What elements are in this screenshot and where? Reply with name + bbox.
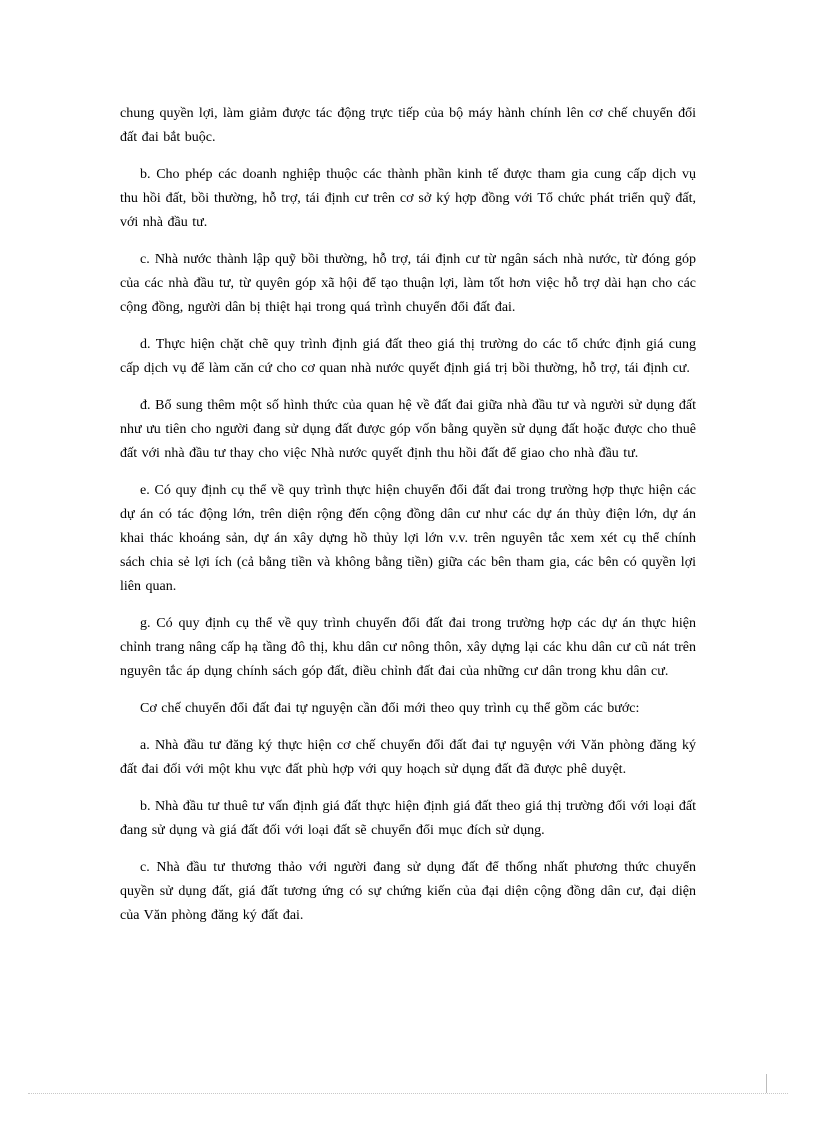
- paragraph-item-d: d. Thực hiện chặt chẽ quy trình định giá đất theo giá thị trường do các tổ chức định giá cung cấp dịch vụ để làm căn cứ cho cơ quan nhà nước quyết định giá trị bồi thường, hỗ trợ, tái định cư.: [120, 337, 696, 376]
- paragraph-step-a: a. Nhà đầu tư đăng ký thực hiện cơ chế chuyển đổi đất đai tự nguyện với Văn phòng đăng ký đất đai đối với một khu vực đất phù hợp với quy hoạch sử dụng đất đã được phê duyệt.: [120, 738, 696, 777]
- document-body: [120, 102, 696, 941]
- paragraph-step-b: b. Nhà đầu tư thuê tư vấn định giá đất thực hiện định giá đất theo giá thị trường đối với loại đất đang sử dụng và giá đất đối với loại đất sẽ chuyển đổi mục đích sử dụng.: [120, 799, 696, 838]
- paragraph-item-c: c. Nhà nước thành lập quỹ bồi thường, hỗ trợ, tái định cư từ ngân sách nhà nước, từ đóng góp của các nhà đầu tư, từ quyên góp xã hội để tạo thuận lợi, làm tốt hơn việc hỗ trợ dài hạn cho các cộng đồng, người dân bị thiệt hại trong quá trình chuyển đổi đất đai.: [120, 252, 696, 315]
- paragraph-item-e: e. Có quy định cụ thể về quy trình thực hiện chuyển đổi đất đai trong trường hợp thực hiện các dự án có tác động lớn, trên diện rộng đến cộng đồng dân cư như các dự án thủy điện lớn, dự án khai thác khoáng sản, dự án xây dựng hồ thủy lợi lớn v.v. trên nguyên tắc xem xét cụ thể chính sách chia sẻ lợi ích (cả bằng tiền và không bằng tiền) giữa các bên tham gia, các bên có quyền lợi liên quan.: [120, 483, 696, 594]
- paragraph-step-c: c. Nhà đầu tư thương thảo với người đang sử dụng đất để thống nhất phương thức chuyển quyền sử dụng đất, giá đất tương ứng có sự chứng kiến của đại diện cộng đồng dân cư, đại diện của Văn phòng đăng ký đất đai.: [120, 860, 696, 923]
- page-bottom-divider: [28, 1093, 788, 1094]
- paragraph-item-b: b. Cho phép các doanh nghiệp thuộc các thành phần kinh tế được tham gia cung cấp dịch vụ thu hồi đất, bồi thường, hỗ trợ, tái định cư trên cơ sở ký hợp đồng với Tổ chức phát triển quỹ đất, với nhà đầu tư.: [120, 167, 696, 230]
- paragraph-item-g: g. Có quy định cụ thể về quy trình chuyển đổi đất đai trong trường hợp các dự án thực hiện chỉnh trang nâng cấp hạ tầng đô thị, khu dân cư nông thôn, xây dựng lại các khu dân cư cũ nát trên nguyên tắc áp dụng chính sách góp đất, điều chỉnh đất đai của những cư dân trong khu dân cư.: [120, 616, 696, 679]
- paragraph-item-dd: đ. Bổ sung thêm một số hình thức của quan hệ về đất đai giữa nhà đầu tư và người sử dụng đất như ưu tiên cho người đang sử dụng đất được góp vốn bằng quyền sử dụng đất hoặc được cho thuê đất với nhà đầu tư thay cho việc Nhà nước quyết định thu hồi đất để giao cho nhà đầu tư.: [120, 398, 696, 461]
- paragraph-continuation: chung quyền lợi, làm giảm được tác động trực tiếp của bộ máy hành chính lên cơ chế chuyển đổi đất đai bắt buộc.: [120, 106, 696, 145]
- paragraph-voluntary-mechanism-intro: Cơ chế chuyển đổi đất đai tự nguyện cần đổi mới theo quy trình cụ thể gồm các bước:: [140, 701, 640, 716]
- page-corner-mark: [766, 1074, 767, 1093]
